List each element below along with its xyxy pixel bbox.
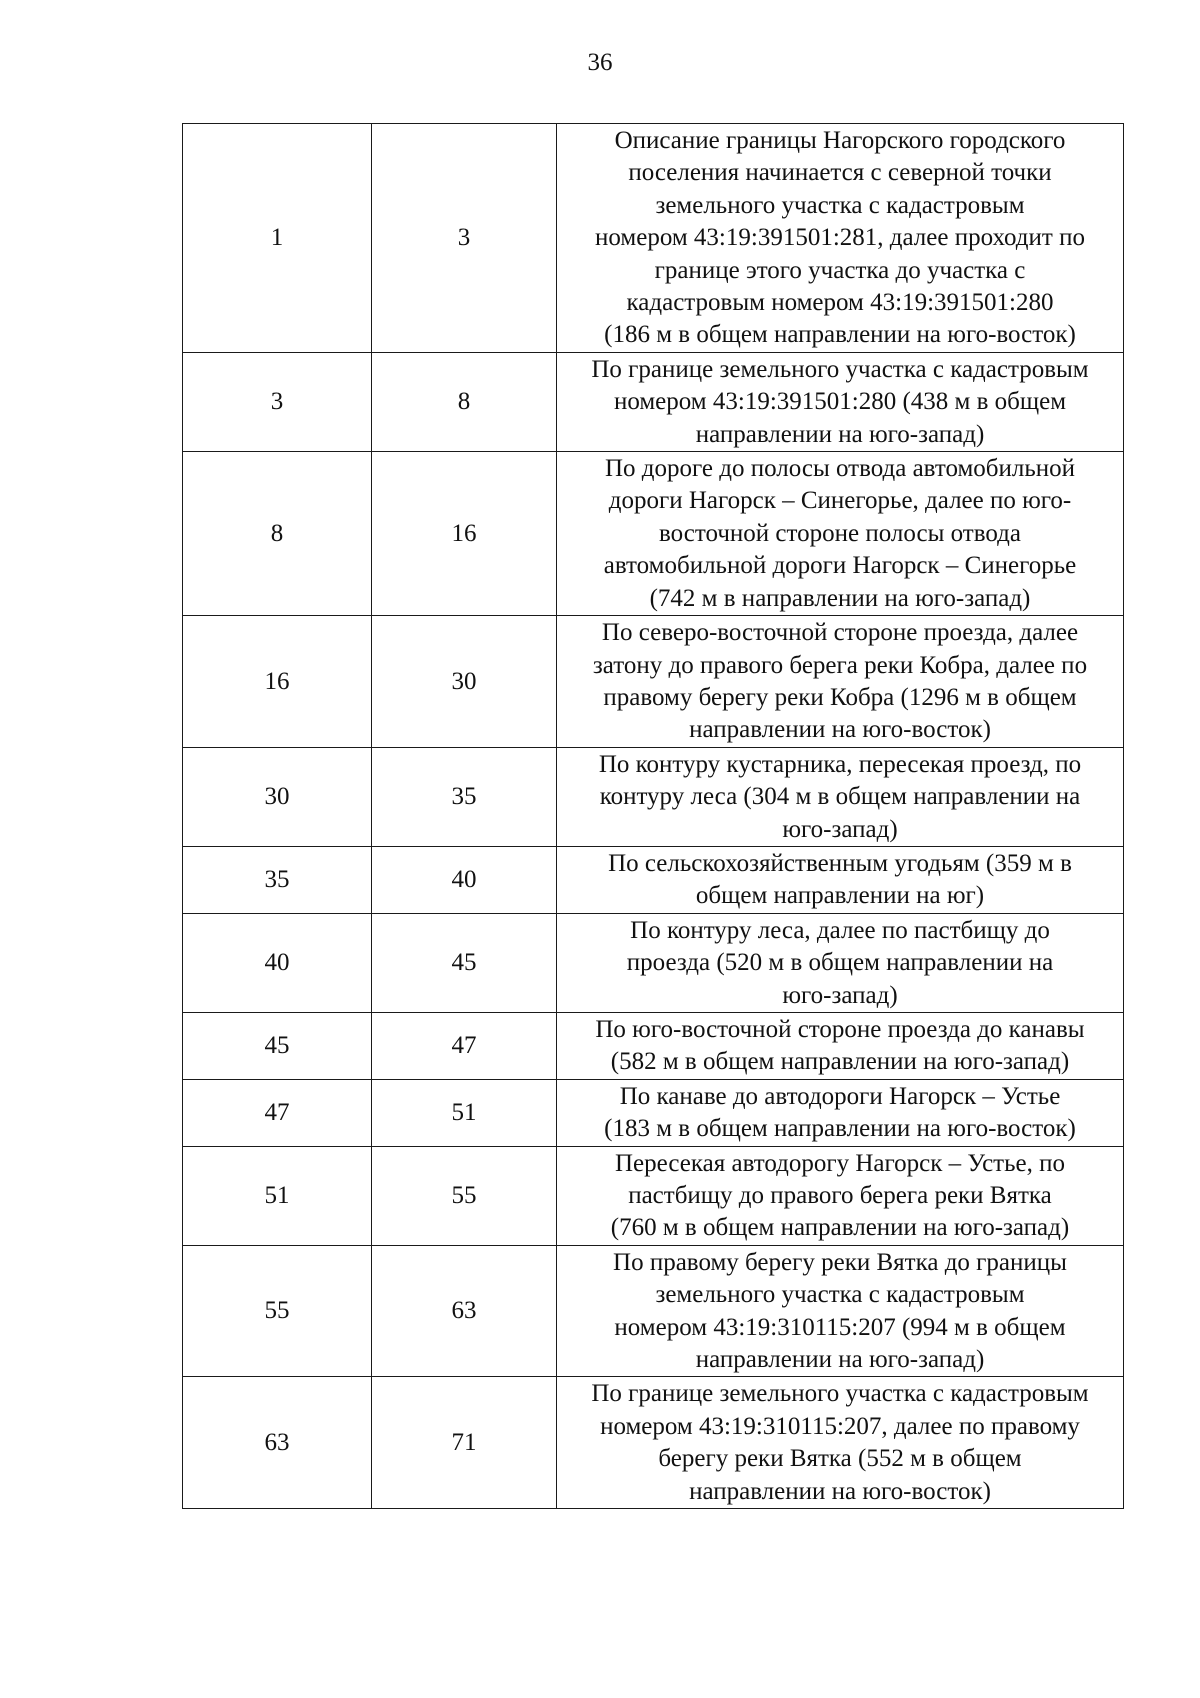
from-point-cell: 63 (183, 1377, 372, 1509)
to-point-cell: 71 (372, 1377, 557, 1509)
from-point-cell: 51 (183, 1146, 372, 1245)
table-row (183, 913, 1124, 1012)
table-row (183, 124, 1124, 353)
to-point-cell: 55 (372, 1146, 557, 1245)
to-point-cell: 63 (372, 1245, 557, 1377)
table-row (183, 1012, 1124, 1079)
from-point-cell: 45 (183, 1012, 372, 1079)
from-point-cell: 1 (183, 124, 372, 353)
from-point-cell: 16 (183, 616, 372, 748)
table-row (183, 1146, 1124, 1245)
from-point-cell: 47 (183, 1079, 372, 1146)
table-row (183, 352, 1124, 451)
table-row (183, 1377, 1124, 1509)
to-point-cell: 35 (372, 747, 557, 846)
to-point-cell: 51 (372, 1079, 557, 1146)
table-row (183, 747, 1124, 846)
from-point-cell: 55 (183, 1245, 372, 1377)
from-point-cell: 3 (183, 352, 372, 451)
table-row (183, 1245, 1124, 1377)
description-cell: По юго-восточной стороне проезда до канавы (582 м в общем направлении на юго-запад) (557, 1012, 1124, 1079)
description-cell: По контуру кустарника, пересекая проезд, по контуру леса (304 м в общем направлении на юго-запад) (557, 747, 1124, 846)
table-row (183, 846, 1124, 913)
table-row (183, 616, 1124, 748)
description-cell: По правому берегу реки Вятка до границы земельного участка с кадастровым номером 43:19:310115:207 (994 м в общем направлении на юго-запад) (557, 1245, 1124, 1377)
description-cell: Описание границы Нагорского городского поселения начинается с северной точки земельного участка с кадастровым номером 43:19:391501:281, далее проходит по границе этого участка до участка с кадастровым номером 43:19:391501:280 (186 м в общем направлении на юго-восток) (557, 124, 1124, 353)
to-point-cell: 16 (372, 452, 557, 616)
from-point-cell: 8 (183, 452, 372, 616)
description-cell: По контуру леса, далее по пастбищу до проезда (520 м в общем направлении на юго-запад) (557, 913, 1124, 1012)
table-row (183, 1079, 1124, 1146)
to-point-cell: 47 (372, 1012, 557, 1079)
description-cell: По границе земельного участка с кадастровым номером 43:19:310115:207, далее по правому берегу реки Вятка (552 м в общем направлении на юго-восток) (557, 1377, 1124, 1509)
page-number: 36 (587, 49, 613, 76)
to-point-cell: 8 (372, 352, 557, 451)
to-point-cell: 3 (372, 124, 557, 353)
to-point-cell: 45 (372, 913, 557, 1012)
description-cell: По северо-восточной стороне проезда, далее затону до правого берега реки Кобра, далее по правому берегу реки Кобра (1296 м в общем направлении на юго-восток) (557, 616, 1124, 748)
description-cell: По сельскохозяйственным угодьям (359 м в общем направлении на юг) (557, 846, 1124, 913)
from-point-cell: 35 (183, 846, 372, 913)
to-point-cell: 40 (372, 846, 557, 913)
description-cell: Пересекая автодорогу Нагорск – Устье, по пастбищу до правого берега реки Вятка (760 м в общем направлении на юго-запад) (557, 1146, 1124, 1245)
from-point-cell: 30 (183, 747, 372, 846)
boundary-description-table (182, 123, 1124, 1509)
from-point-cell: 40 (183, 913, 372, 1012)
table-row (183, 452, 1124, 616)
description-cell: По границе земельного участка с кадастровым номером 43:19:391501:280 (438 м в общем направлении на юго-запад) (557, 352, 1124, 451)
to-point-cell: 30 (372, 616, 557, 748)
description-cell: По канаве до автодороги Нагорск – Устье (183 м в общем направлении на юго-восток) (557, 1079, 1124, 1146)
description-cell: По дороге до полосы отвода автомобильной дороги Нагорск – Синегорье, далее по юго- восточной стороне полосы отвода автомобильной дороги Нагорск – Синегорье (742 м в направлении на юго-запад) (557, 452, 1124, 616)
